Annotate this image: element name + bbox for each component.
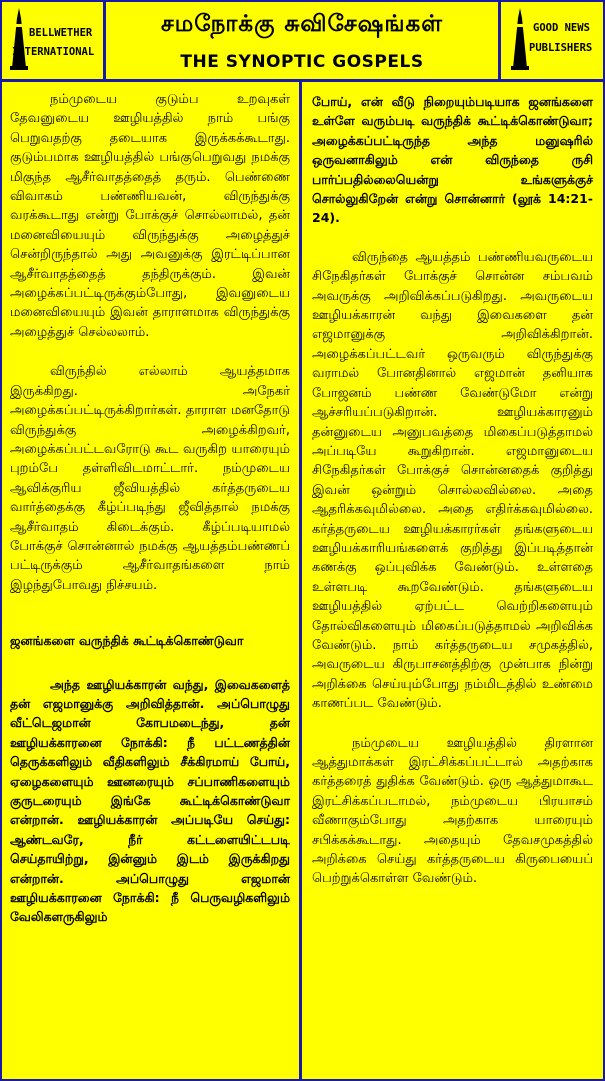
right-paragraph-2: விருந்தை ஆயத்தம் பண்ணியவருடைய சிநேகிதர்கள் போக்குச் சொன்ன சம்பவம் அவருக்கு அறிவிக்கப்படுகிறது. அவருடைய ஊழியக்காரன் வந்து இவைகளை தன் எஜமானுக்கு அறிவிக்கிறான். அழைக்கப்பட்டவர் ஒருவரும் விருந்துக்கு வராமல் போனதினால் எஜமான் தனியாக போஜனம் பண்ண வேண்டுமோ என்று ஆச்சரியப்படுகிறான். ஊழியக்காரனும் தன்னுடைய அனுபவத்தை மிகைப்படுத்தாமல் அப்படியே கூறுகிறான். எஜமானுடைய சிநேகிதர்கள் போக்குச் சொன்னதைக் குறித்து இவன் ஒன்றும் சொல்லவில்லை. அதை ஆதரிக்கவுமில்லை. அதை எதிர்க்கவுமில்லை. கர்த்தருடைய ஊழியக்காரர்கள் தங்களுடைய ஊழியக்காரியங்களைக் குறித்து இப்படித்தான் கணக்கு ஒப்புவிக்க வேண்டும். உள்ளதை உள்ளபடி கூறவேண்டும். தங்களுடைய ஊழியத்தில் ஏற்பட்ட வெற்றிகளையும் தோல்விகளையும் மிகைப்படுத்தாமல் அறிவிக்க வேண்டும். நாம் கர்த்தருடைய சமுகத்தில், அவருடைய கிருபாசனத்திற்கு முன்பாக நின்று அறிக்கை செய்யும்போது நம்மிடத்தில் உண்மை காணப்பட வேண்டும். <box>312 249 593 712</box>
title-panel <box>106 2 498 79</box>
left-paragraph-3: அந்த ஊழியக்காரன் வந்து, இவைகளைத் தன் எஜமானுக்கு அறிவித்தான். அப்பொழுது வீட்டெஜமான் கோபமடைந்து, தன் ஊழியக்காரனை நோக்கி: நீ பட்டணத்தின் தெருக்களிலும் வீதிகளிலும் சீக்கிரமாய் போய், ஏழைகளையும் ஊனரையும் சப்பாணிகளையும் குருடரையும் இங்கே கூட்டிக்கொண்டுவா என்றான். ஊழியக்காரன் அப்படியே செய்து: ஆண்டவரே, நீர் கட்டளையிட்டபடி செய்தாயிற்று, இன்னும் இடம் இருக்கிறது என்றான். அப்பொழுது எஜமான் ஊழியக்காரனை நோக்கி: நீ பெருவழிகளிலும் வேலிகளருகிலும் <box>10 676 290 925</box>
page-title-tamil: சமநோக்கு சுவிசேஷங்கள் <box>161 11 443 37</box>
tower-icon <box>10 8 28 70</box>
right-column <box>302 82 603 1079</box>
left-paragraph-2: விருந்தில் எல்லாம் ஆயத்தமாக இருக்கிறது. அநேகர் அழைக்கப்பட்டிருக்கிறார்கள். தாராள மனதோடு விருந்துக்கு அழைக்கிறவர், அழைக்கப்பட்டவரோடு கூட வருகிற யாரையும் புறம்பே தள்ளிவிடமாட்டார். நம்முடைய ஆவிக்குரிய ஜீவியத்தில் கர்த்தருடைய வார்த்தைக்கு கீழ்ப்படிந்து ஜீவித்தால் நமக்கு ஆசீர்வாதம் கிடைக்கும். கீழ்ப்படியாமல் போக்குச் சொன்னால் நமக்கு ஆயத்தம்பண்ணப் பட்டிருக்கும் ஆசீர்வாதங்களை நாம் இழந்துபோவது நிச்சயம். <box>10 364 290 593</box>
good-news-logo-panel <box>501 2 603 79</box>
section-heading: ஜனங்களை வருந்திக் கூட்டிக்கொண்டுவா <box>10 633 244 649</box>
right-paragraph-3: நம்முடைய ஊழியத்தில் திரளான ஆத்துமாக்கள் இரட்சிக்கப்பட்டால் அதற்காக கர்த்தரைத் துதிக்க வேண்டும். ஒரு ஆத்துமாகூட இரட்சிக்கப்படாமல், நம்முடைய பிரயாசம் வீணாகும்போது அதற்காக யாரையும் சபிக்கக்கூடாது. அதையும் தேவசமுகத்தில் அறிக்கை செய்து கர்த்தருடைய கிருபையைப் பெற்றுக்கொள்ள வேண்டும். <box>312 735 593 887</box>
right-logo-line2: PUBLISHERS <box>529 42 593 54</box>
tower-icon <box>511 8 529 70</box>
bellwether-logo-panel <box>2 2 103 79</box>
page-title-english: THE SYNOPTIC GOSPELS <box>180 52 424 72</box>
left-column <box>2 82 299 1079</box>
right-logo-line1: GOOD NEWS <box>533 22 590 34</box>
left-logo-line1: BELLWETHER <box>29 27 93 39</box>
right-paragraph-1: போய், என் வீடு நிறையும்படியாக ஜனங்களை உள்ளே வரும்படி வருந்திக் கூட்டிக்கொண்டுவா; அழைக்கப்பட்டிருந்த அந்த மனுஷரில் ஒருவனாகிலும் என் விருந்தை ருசி பார்ப்பதில்லையென்று உங்களுக்குச் சொல்லுகிறேன் என்று சொன்னார் (லூக் 14:21-24). <box>312 94 593 226</box>
left-paragraph-1: நம்முடைய குடும்ப உறவுகள் தேவனுடைய ஊழியத்தில் நாம் பங்கு பெறுவதற்கு தடையாக இருக்கக்கூடாது. குடும்பமாக ஊழியத்தில் பங்குபெறுவது நமக்கு மிகுந்த ஆசீர்வாதத்தைத் தரும். பெண்ணை விவாகம் பண்ணியவன், விருந்துக்கு வரக்கூடாது என்று போக்குச் சொல்லாமல், தன் மனைவியையும் விருந்துக்கு அழைத்துச் சென்றிருந்தால் அது அவனுக்கு இரட்டிப்பான ஆசீர்வாதத்தைத் தந்திருக்கும். இவன் அழைக்கப்பட்டிருக்கும்போது, இவனுடைய மனைவியையும் இவன் தாராளமாக விருந்துக்கு அழைத்துச் செல்லலாம். <box>10 92 290 340</box>
left-logo-line2: INTERNATIONAL <box>12 46 95 58</box>
